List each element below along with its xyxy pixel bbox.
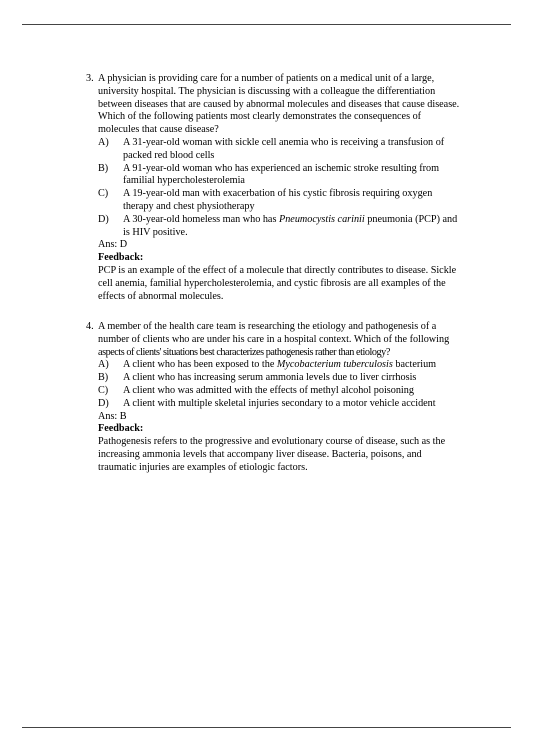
option-line: A 31-year-old woman with sickle cell anemia who is receiving a transfusion of [123,136,445,148]
stem-line: A physician is providing care for a number of patients on a medical unit of a large, [98,73,435,84]
answer-key: Ans: B [98,410,127,422]
stem-line: Which of the following patients most clearly demonstrates the consequences of [98,111,422,123]
question-3 [86,73,486,303]
option-line: therapy and chest physiotherapy [123,200,255,212]
option-line: packed red blood cells [123,149,215,161]
bottom-divider-line [22,727,511,728]
option-b [98,163,486,189]
question-number: 3. [86,73,94,84]
option-text [123,137,486,163]
top-divider-line [22,24,511,25]
option-letter: B) [98,372,109,384]
answer-key: Ans: D [98,239,128,251]
feedback-heading: Feedback: [98,423,144,435]
option-letter: C) [98,188,109,200]
option-text [123,372,486,385]
stem-line: molecules that cause disease? [98,124,219,136]
question-4 [86,321,486,475]
option-letter: B) [98,162,109,174]
feedback-line: increasing ammonia levels that accompany liver disease. Bacteria, poisons, and [98,448,422,460]
option-letter: D) [98,397,109,409]
option-line: is HIV positive. [123,226,188,238]
question-4-header [86,321,486,359]
feedback-heading: Feedback: [98,252,144,264]
question-3-header [86,73,486,137]
option-text [123,163,486,189]
option-text-post: pneumonia (PCP) and [364,213,458,225]
option-line: familial hypercholesterolemia [123,175,245,187]
option-line [123,214,486,227]
option-letter: A) [98,359,109,371]
option-text-pre: A 30-year-old homeless man who has [123,213,279,225]
stem-line: between diseases that are caused by abnormal molecules and diseases that cause disease. [98,98,460,110]
option-text [123,188,486,214]
feedback-line: cell anemia, familial hypercholesterolemia, and cystic fibrosis are all examples of the [98,277,446,289]
option-d [98,398,486,411]
option-a [98,137,486,163]
option-text [123,214,486,240]
question-number: 4. [86,321,94,332]
option-text-pre: A client who has been exposed to the [123,359,277,371]
option-b [98,372,486,385]
question-stem [98,321,486,359]
feedback-text [98,265,486,303]
feedback-line: effects of abnormal molecules. [98,290,224,302]
option-line: A 19-year-old man with exacerbation of his cystic fibrosis requiring oxygen [123,188,433,200]
stem-line: university hospital. The physician is discussing with a colleague the differentiation [98,85,436,97]
option-letter: D) [98,213,109,225]
option-text-post: bacterium [392,359,437,371]
option-line: A client with multiple skeletal injuries secondary to a motor vehicle accident [123,397,436,409]
option-text [123,359,486,372]
stem-line: number of clients who are under his care in a hospital context. Which of the following [98,333,450,345]
option-c [98,188,486,214]
option-line [123,359,486,372]
feedback-text [98,436,486,474]
feedback-line: traumatic injuries are examples of etiologic factors. [98,461,308,473]
feedback-line: Pathogenesis refers to the progressive and evolutionary course of disease, such as the [98,436,446,448]
option-text [123,398,486,411]
stem-line: A member of the health care team is researching the etiology and pathogenesis of a [98,321,437,332]
option-d [98,214,486,240]
option-c [98,385,486,398]
stem-line: aspects of clients' situations best characterizes pathogenesis rather than etiology? [98,346,390,358]
option-line: A client who has increasing serum ammonia levels due to liver cirrhosis [123,372,417,384]
organism-name: Mycobacterium tuberculosis [276,359,393,371]
option-line: A client who was admitted with the effects of methyl alcohol poisoning [123,384,414,396]
option-letter: A) [98,136,109,148]
feedback-line: PCP is an example of the effect of a molecule that directly contributes to disease. Sickle [98,264,457,276]
organism-name: Pneumocystis carinii [278,213,365,225]
option-text [123,385,486,398]
option-a [98,359,486,372]
option-line: A 91-year-old woman who has experienced an ischemic stroke resulting from [123,162,440,174]
option-letter: C) [98,384,109,396]
question-stem [98,73,486,137]
